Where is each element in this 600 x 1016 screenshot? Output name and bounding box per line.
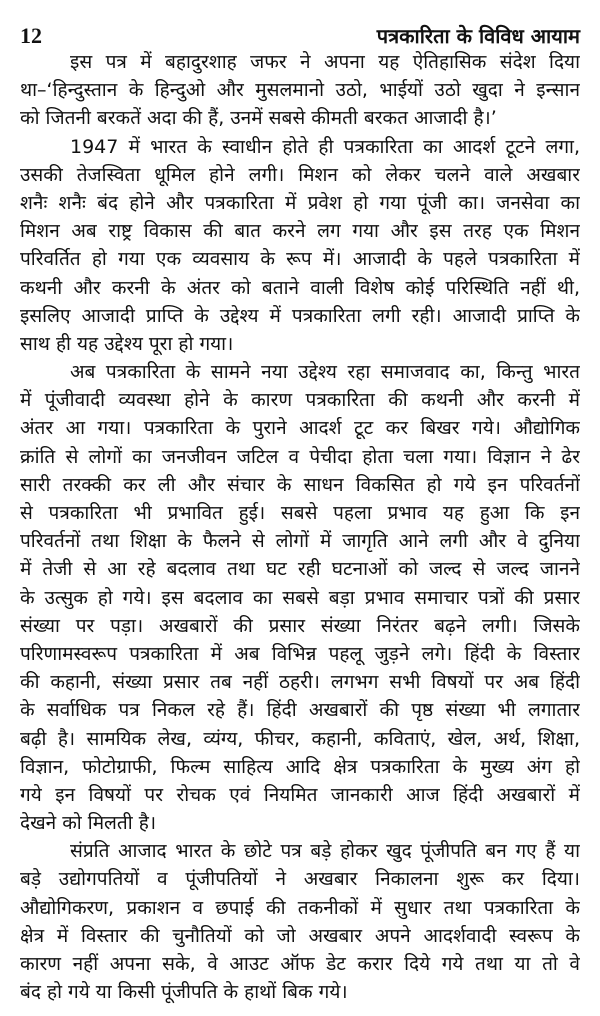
text-line: में तेजी से आ रहे बदलाव तथा घट रही घटनाओं को जल्द से जल्द जानने: [20, 558, 580, 581]
page-body: [20, 48, 580, 1006]
text-line: बंद हो गये या किसी पूंजीपति के हाथों बिक गये।: [20, 981, 348, 1004]
text-line: अंतर आ गया। पत्रकारिता के पुराने आदर्श टूट कर बिखर गये। औद्योगिक: [20, 417, 580, 440]
paragraph: [20, 133, 580, 359]
running-title: पत्रकारिता के विविध आयाम: [376, 24, 580, 48]
page-number: 12: [20, 23, 42, 48]
text-line: उसकी तेजस्विता धूमिल होने लगी। मिशन को लेकर चलने वाले अखबार: [20, 163, 580, 186]
text-line: शनैः शनैः बंद होने और पत्रकारिता में प्रवेश हो गया पूंजी का। जनसेवा का: [20, 191, 580, 214]
text-line: बड़े उद्योगपतियों व पूंजीपतियों ने अखबार निकालना शुरू कर दिया।: [20, 868, 580, 891]
text-line: क्षेत्र में विस्तार की चुनौतियों को जो अखबार अपने आदर्शवादी स्वरूप के: [20, 924, 580, 947]
text-line: 1947 में भारत के स्वाधीन होते ही पत्रकारिता का आदर्श टूटने लगा,: [70, 135, 580, 158]
text-line: सारी तरक्की कर ली और संचार के साधन विकसित हो गये इन परिवर्तनों: [20, 473, 580, 496]
paragraph: [20, 837, 580, 1006]
text-line: संख्या पर पड़ा। अखबारों की प्रसार संख्या निरंतर बढ़ने लगी। जिसके: [20, 614, 580, 637]
text-line: इसलिए आजादी प्राप्ति के उद्देश्य में पत्रकारिता लगी रही। आजादी प्राप्ति के: [20, 304, 580, 327]
text-line: औद्योगिकरण, प्रकाशन व छपाई की तकनीकों में सुधार तथा पत्रकारिता के: [20, 896, 580, 919]
paragraph: [20, 358, 580, 837]
text-line: में पूंजीवादी व्यवस्था होने के कारण पत्रकारिता की कथनी और करनी में: [20, 389, 580, 412]
text-line: विज्ञान, फोटोग्राफी, फिल्म साहित्य आदि क्षेत्र पत्रकारिता के मुख्य अंग हो: [20, 755, 580, 778]
text-line: क्रांति से लोगों का जनजीवन जटिल व पेचीदा होता चला गया। विज्ञान ने ढेर: [20, 445, 580, 468]
text-line: से पत्रकारिता भी प्रभावित हुई। सबसे पहला प्रभाव यह हुआ कि इन: [20, 502, 580, 524]
text-line: को जितनी बरकतें अदा की हैं, उनमें सबसे कीमती बरकत आजादी है।’: [20, 107, 497, 130]
text-line: अब पत्रकारिता के सामने नया उद्देश्य रहा समाजवाद का, किन्तु भारत: [70, 361, 580, 384]
text-line: की कहानी, संख्या प्रसार तब नहीं ठहरी। लगभग सभी विषयों पर अब हिंदी: [20, 671, 580, 694]
text-line: कारण नहीं अपना सके, वे आउट ऑफ डेट करार दिये गये तथा या तो वे: [20, 953, 580, 975]
paragraph: [20, 48, 580, 133]
text-line: इस पत्र में बहादुरशाह जफर ने अपना यह ऐतिहासिक संदेश दिया: [70, 51, 580, 73]
text-line: कथनी और करनी के अंतर को बताने वाली विशेष कोई परिस्थिति नहीं थी,: [20, 276, 580, 299]
text-line: परिणामस्वरूप पत्रकारिता में अब विभिन्न पहलू जुड़ने लगे। हिंदी के विस्तार: [20, 642, 580, 665]
text-line: बढ़ी है। सामयिक लेख, व्यंग्य, फीचर, कहानी, कविताएं, खेल, अर्थ, शिक्षा,: [20, 727, 580, 750]
text-line: देखने को मिलती है।: [20, 812, 157, 835]
text-line: गये इन विषयों पर रोचक एवं नियमित जानकारी आज हिंदी अखबारों में: [20, 783, 580, 806]
text-line: था–‘हिन्दुस्तान के हिन्दुओ और मुसलमानो उठो, भाईयों उठो खुदा ने इन्सान: [20, 79, 580, 102]
text-line: संप्रति आजाद भारत के छोटे पत्र बड़े होकर खुद पूंजीपति बन गए हैं या: [70, 840, 580, 863]
text-line: के सर्वाधिक पत्र निकल रहे हैं। हिंदी अखबारों की पृष्ठ संख्या भी लगातार: [20, 699, 580, 722]
text-line: साथ ही यह उद्देश्य पूरा हो गया।: [20, 332, 234, 355]
text-line: परिवर्तनों तथा शिक्षा के फैलने से लोगों में जागृति आने लगी और वे दुनिया: [20, 530, 580, 553]
text-line: परिवर्तित हो गया एक व्यवसाय के रूप में। आजादी के पहले पत्रकारिता में: [20, 248, 580, 271]
text-line: मिशन अब राष्ट्र विकास की बात करने लग गया और इस तरह एक मिशन: [20, 220, 580, 243]
text-line: के उत्सुक हो गये। इस बदलाव का सबसे बड़ा प्रभाव समाचार पत्रों की प्रसार: [20, 586, 580, 609]
